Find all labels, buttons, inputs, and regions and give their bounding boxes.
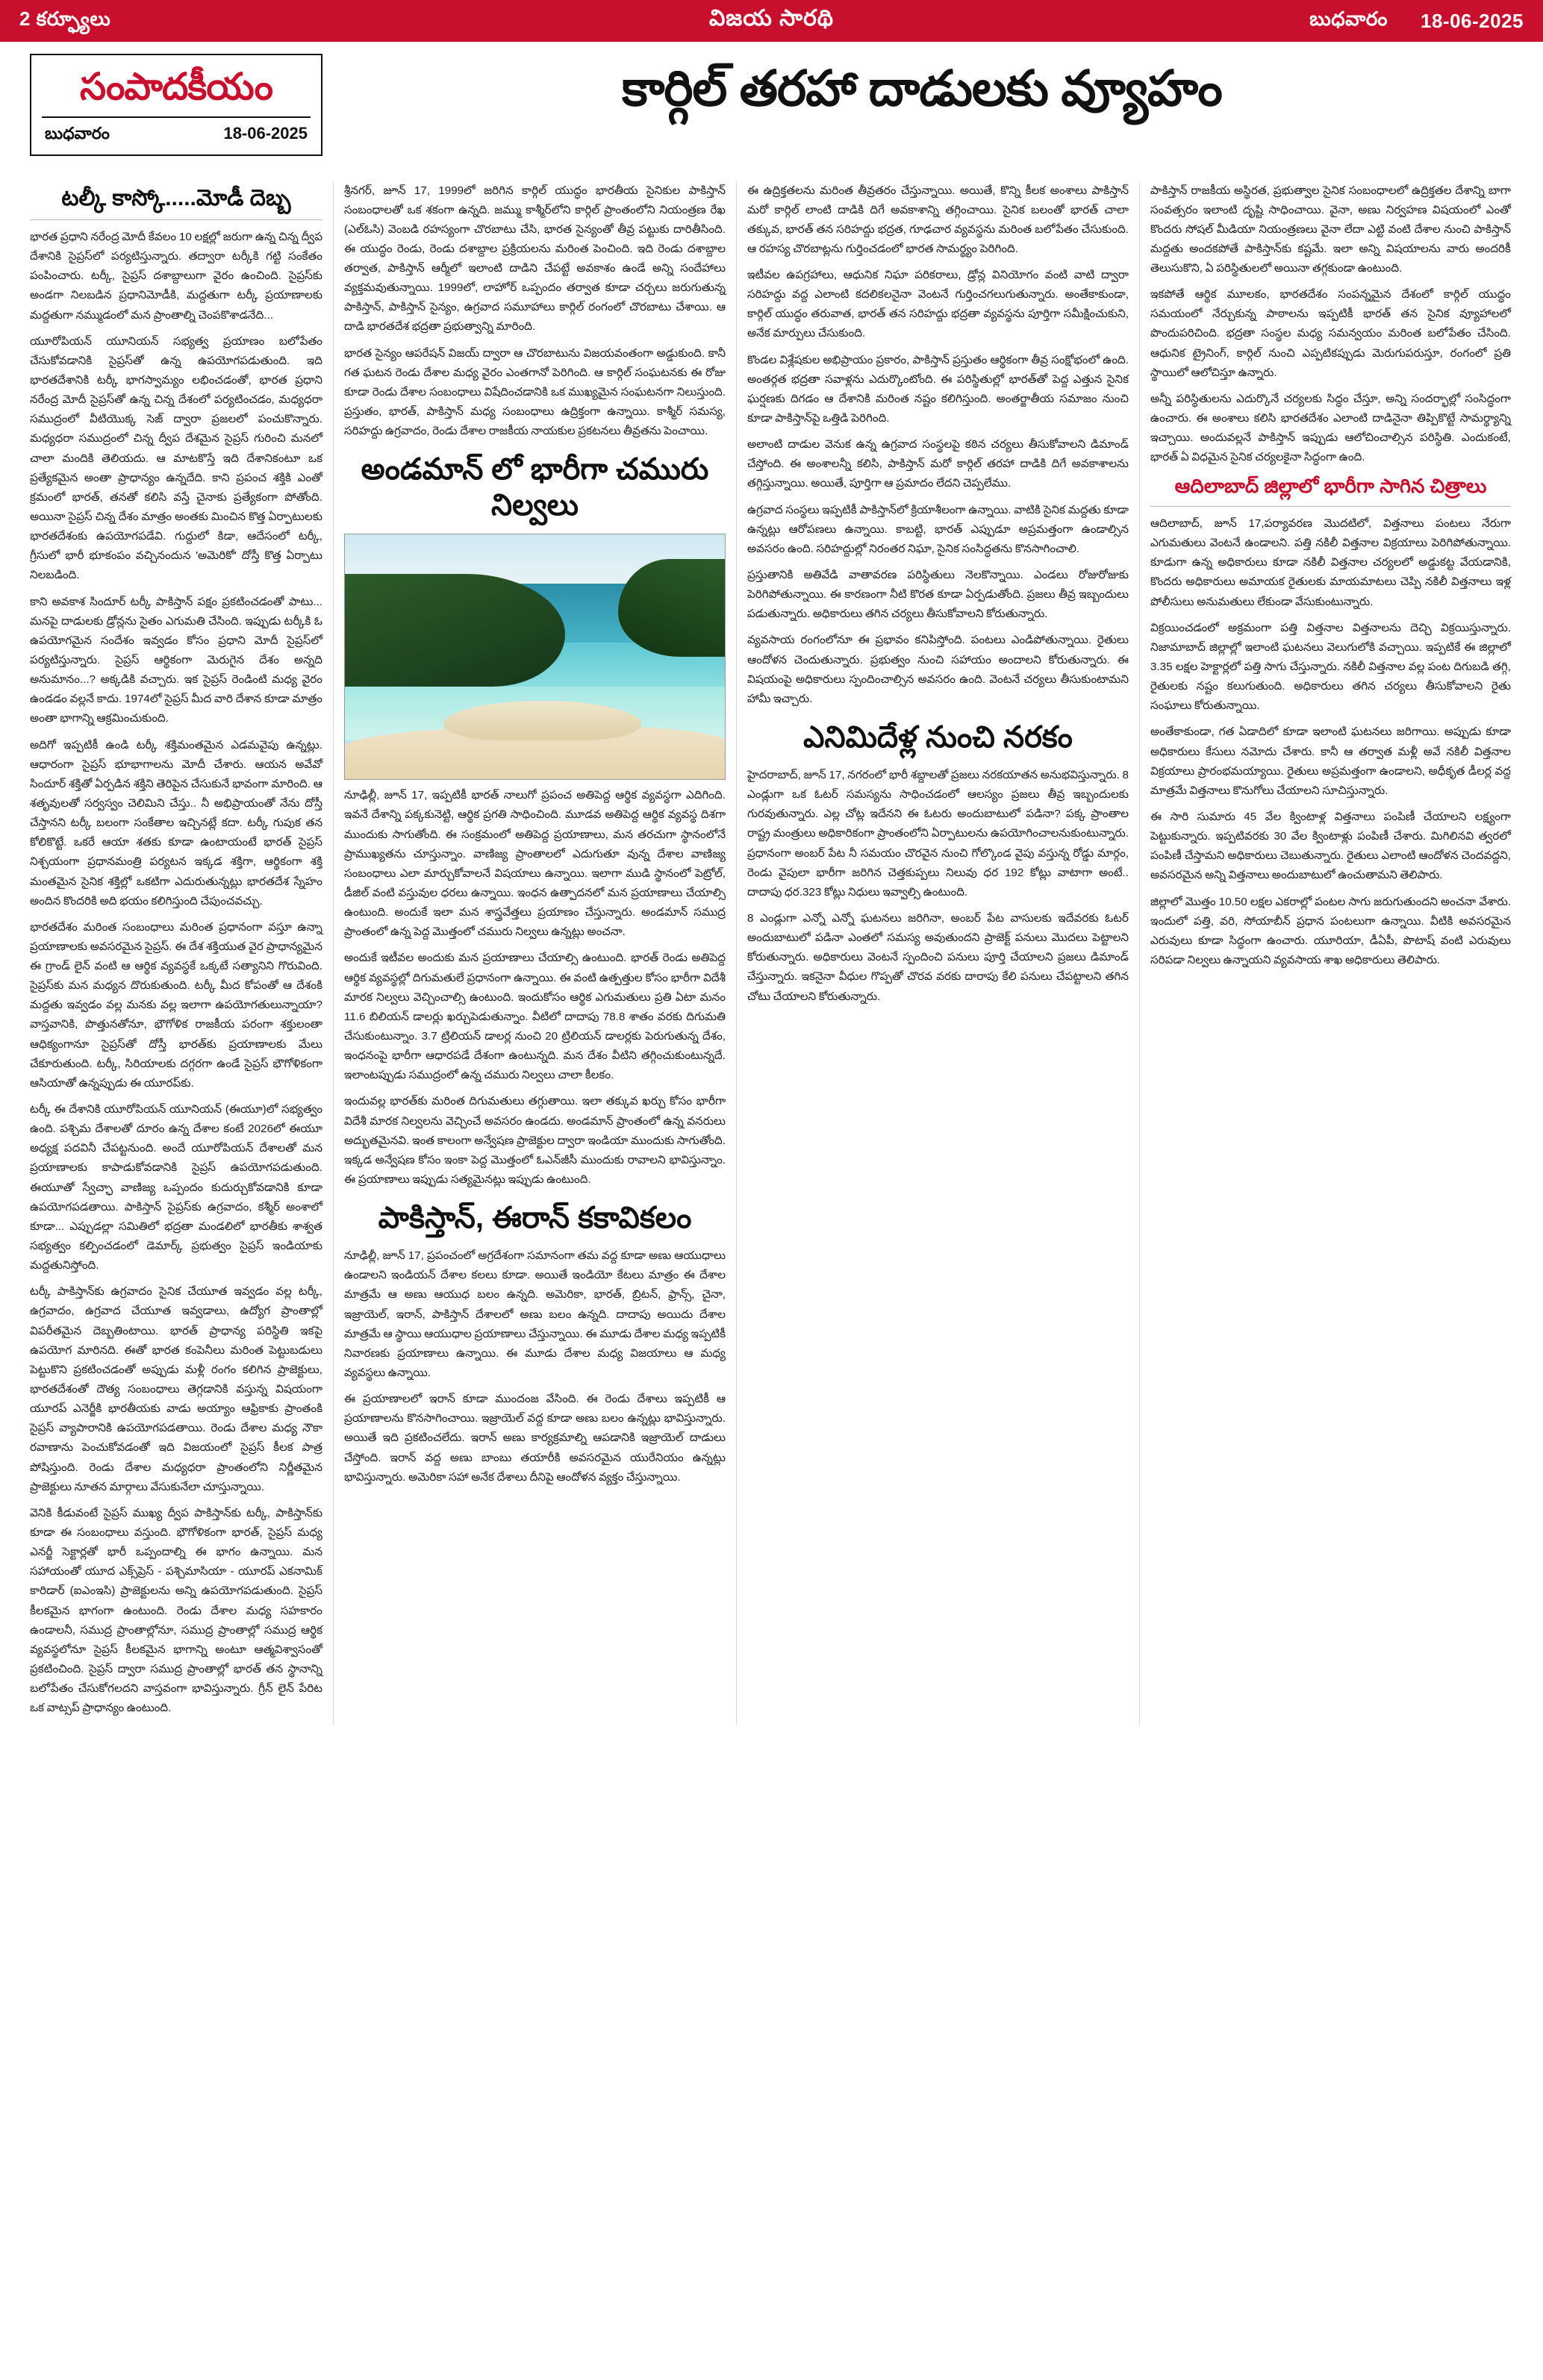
adilabad-headline: ఆదిలాబాద్ జిల్లాలో భారీగా సాగిన చిత్రాలు (1174, 475, 1487, 498)
adilabad-body (1150, 514, 1511, 970)
photo-headland (344, 574, 565, 687)
masthead-divider (42, 116, 311, 118)
page-topbar (0, 0, 1543, 42)
paragraph: ఈ సారి సుమారు 45 వేల క్వింటాళ్ల విత్తనాలు పంపిణీ చేయాలని లక్ష్యంగా పెట్టుకున్నారు. ఇప్పటివరకు 30 వేల క్వింటాళ్లు పంపిణీ చేశారు. మిగిలినవి త్వరలో పంపిణీ చేస్తామని అధికారులు చెబుతున్నారు. రైతులు ఎలాంటి ఆందోళన చెందవద్దని, అవసరమైన అన్ని విత్తనాలు అందుబాటులో ఉంచుతామని తెలిపారు. (1150, 810, 1511, 882)
andaman-headline: అండమాన్ లో భారీగా చమురు నిల్వలు (361, 453, 709, 522)
column-two (333, 181, 736, 1725)
editorial-masthead-box (30, 54, 322, 156)
paragraph: ఇందువల్ల భారత్‌కు మరింత దిగుమతులు తగ్గుతాయి. ఇలా తక్కువ ఖర్చు కోసం భారీగా విదేశీ మారక నిల్వలను వెచ్చించే అవసరం ఉండదు. అండమాన్ ప్రాంతంలో ఉన్న వనరులు అద్భుతమైనవి. ఇంత కాలంగా అన్వేషణ ప్రాజెక్టుల ద్వారా ఇండియా ముందుకు సాగుతోంది. ఇక్కడ అన్వేషణ కోసం ఇంకా పెద్ద మొత్తంలో ఓఎన్‌జీసీ ముందుకు రావాలని భావిస్తున్నాం. ఈ ప్రయాణాలు ఇప్పుడు సత్యమైనట్లు ఇప్పుడు ఉంటుంది. (344, 1095, 726, 1186)
paragraph: కొండల విశ్లేషకుల అభిప్రాయం ప్రకారం, పాకిస్తాన్ ప్రస్తుతం ఆర్థికంగా తీవ్ర సంక్షోభంలో ఉంది. అంతర్గత భద్రతా సవాళ్లను ఎదుర్కొంటోంది. ఈ పరిస్థితుల్లో భారత్‌తో పెద్ద ఎత్తున సైనిక ఘర్షణకు దిగడం ఆ దేశానికి మరింత నష్టం కలిగిస్తుంది. అంతర్జాతీయ సమాజం నుంచి కూడా పాకిస్తాన్‌పై ఒత్తిడి పెరిగింది. (747, 353, 1129, 425)
editorial-body (30, 228, 322, 1718)
editorial-title: సంపాదకీయం (79, 66, 273, 107)
paragraph: ఈ ప్రయాణాలలో ఇరాన్ కూడా ముందంజ వేసింది. ఈ రెండు దేశాలు ఇప్పటికీ ఆ ప్రయాణాలను కొనసాగించాయి. ఇజ్రాయెల్ వద్ద కూడా అణు బలం ఉన్నట్లు భావిస్తున్నారు. అయితే ఇది ప్రకటించలేదు. ఇరాన్ అణు కార్యక్రమాల్ని ఆపడానికి ఇజ్రాయెల్ దాడులు చేస్తోంది. ఇరాన్ వద్ద అణు బాంబు తయారీకి అవసరమైన యురేనియం ఉన్నట్లు భావిస్తున్నారు. అమెరికా సహా అనేక దేశాలు దీనిపై ఆందోళన వ్యక్తం చేస్తున్నాయి. (344, 1393, 726, 1484)
divider (30, 219, 322, 220)
topbar-date: 18-06-2025 (1421, 9, 1524, 32)
paragraph: నూఢిల్లీ, జూన్ 17, ప్రపంచంలో అగ్రదేశంగా సమానంగా తమ వద్ద కూడా అణు ఆయుధాలు ఉండాలని ఇండియన్ దేశాల కలలు కూడా. అయితే ఇండియో కేటలు మాత్రం ఈ దేశాల మాత్రమే ఆ అణు ఆయుధ బలం ఉన్నది. అమెరికా, భారత్, బ్రిటన్, ఫ్రాన్స్, చైనా, ఇజ్రాయెల్, ఇరాన్, పాకిస్తాన్ దేశాలలో అణు బలం ఉన్నది. దాదాపు అయిదు దేశాల మాత్రమే ఆ స్థాయి ఆయుధాల ప్రయాణాలు చేస్తున్నాయి. ఈ మూడు దేశాల మధ్య ఇప్పటికీ నివారణకు ప్రయాణాలు ఉన్నాయి. ఈ మూడు దేశాల మధ్య విజయాలు ఆ మధ్య వ్యవస్థలు ఉన్నాయి. (344, 1249, 726, 1379)
paragraph: అంతేకాకుండా, గత ఏడాదిలో కూడా ఇలాంటి ఘటనలు జరిగాయి. అప్పుడు కూడా అధికారులు కేసులు నమోదు చేశారు. కానీ ఆ తర్వాత మళ్లీ అవే నకిలీ విత్తనాల విక్రయాలు ప్రారంభమయ్యాయి. రైతులు అప్రమత్తంగా ఉండాలని, అధీకృత డీలర్ల వద్ద మాత్రమే విత్తనాలు కొనుగోలు చేయాలని సూచిస్తున్నారు. (1150, 725, 1511, 797)
paragraph: ప్రస్తుతానికి అతివేడి వాతావరణ పరిస్థితులు నెలకొన్నాయి. ఎండలు రోజురోజుకు పెరిగిపోతున్నాయి. ఈ కారణంగా నీటి కొరత కూడా ఏర్పడుతోంది. ప్రజలు తీవ్ర ఇబ్బందులు పడుతున్నారు. అధికారులు తగిన చర్యలు తీసుకోవాలని కోరుతున్నారు. (747, 569, 1129, 621)
paragraph: టర్కీ ఈ దేశానికి యూరోపియన్ యూనియన్ (ఈయూ)లో సభ్యత్వం ఉంది. పశ్చిమ దేశాలతో దూరం ఉన్న దేశాల కంటే 2026లో ఈయూ అధ్యక్ష పదవినీ చేపట్టనుంది. అందే యూరోపియన్ దేశాలతో మన ప్రయాణాలకు కాపాడుకోవడానికి సైప్రస్ ఉపయోగపడుతుంది. ఈయూతో స్వేచ్ఛా వాణిజ్య ఒప్పందం కుదుర్చుకోవడానికి కూడా ఉపయోగపడతాయి. పాకిస్తాన్ సైప్రస్‌కు ఉగ్రవాదం, కశ్మీర్ అంశాలో కూడా... ఎప్పుడల్లా సమితిలో భద్రతా మండలిలో భారతీకు శాశ్వత సభ్యత్వం కల్పించడంలో డెమార్క్ ప్రభుత్వం సైప్రస్ ఇండియాకు మద్దతునిస్తోంది. (30, 1103, 322, 1272)
paragraph: ఈ ఉద్రిక్తతలను మరింత తీవ్రతరం చేస్తున్నాయి. అయితే, కొన్ని కీలక అంశాలు పాకిస్తాన్ మరో కార్గిల్ లాంటి దాడికి దిగే అవకాశాన్ని తగ్గించాయి. సైనిక బలంతో భారత్ చాలా తక్కువ, భారత్ తన సరిహద్దు భద్రత, గూఢచార వ్యవస్థను మరింత బలోపేతం చేసుకుంది. ఆ రహస్య చొరబాట్లను గుర్తించడంలో భారత సామర్థ్యం పెరిగింది. (747, 184, 1129, 255)
paragraph: భారతదేశం మరింత సంబంధాలు మరింత ప్రధానంగా వస్తూ ఉన్నా ప్రయాణాలకు అవసరమైన సైప్రస్. ఈ దేశ శక్తియుత వైర ప్రాధాన్యమైన ఈ గ్రాండ్ లైన్ వంటి ఆ ఆర్థిక వ్యవస్థకే ఒక్కటే సత్యానిని గొరువింది. సైప్రస్‌కు మన మధ్యన దొరుకుతుంది. టర్కీ మీద కోపంతో ఆ దేశంకి మద్దతు ఇవ్వడం వల్ల మనకు వల్ల ఇలాగా ఉపయోగతులున్నాయా? వాస్తవానికి, పొత్తునతోనూ, భౌగోళిక రాజకీయ పరంగా శక్తులంతా ఆధిక్యంగానూ సైప్రస్‌తో దోస్తీ భారత్‌కు ప్రయాణాలకు మేలు చేకూరుతుంది. టర్కీ, సిరియాలకు దగ్గరగా ఉండే సైప్రస్ భౌగోళికంగా ఆసియాతో ఉన్నప్పుడు ఈ యూరప్‌కు. (30, 920, 322, 1090)
page-number-label: 2 కర్ఫ్యూలు (19, 7, 111, 30)
photo-tree-line (618, 559, 726, 657)
masthead-date: 18-06-2025 (223, 123, 308, 143)
paragraph: హైదరాబాద్, జూన్ 17, నగరంలో భారీ శబ్దాలతో ప్రజలు నరకయాతన అనుభవిస్తున్నారు. 8 ఎండ్లుగా ఒక ఓటర్ సమస్యను సాధించడంలో ఆలస్యం ప్రజలు తీవ్ర ఇబ్బందులకు గురవుతున్నారు. ఎల్ల చోట్ల ఇదేనని ఈ ఓటరు అందుబాటులో పడినా? పక్క ప్రాంతాల రాష్ట్ర మంత్రులు అధికారికంగా ప్రాంతంలోని ఏర్పాటులను ఉపయోగించాలనుకుంటున్నారు. ప్రధానంగా అంబర్ పేట నీ సమయం చొరవైన నుంచి గోల్కొండ వైపు వస్తున్న రోడ్డు మార్గం, రెండు వైపులా భారీగా జరిగిన చెత్తకుప్పలు నిలువు ధర 192 కోట్లు వాటాగా అంటే.. దాదాపు ధర.323 కోట్లు నిధులు ఇవ్వాల్సి ఉంటుంది. (747, 769, 1129, 899)
andaman-beach-photo (344, 534, 726, 780)
paragraph: భారత సైన్యం ఆపరేషన్ విజయ్ ద్వారా ఆ చొరబాటును విజయవంతంగా అడ్డుకుంది. కానీ గత ఘటన రెండు దేశాల మధ్య వైరం ఎంతగానో పెరిగింది. ఆ కార్గిల్ సంఘటనకు ఈ రోజు కూడా రెండు దేశాల సంబంధాలు విషేదించడానికి ఒక ముఖ్యమైన సంఘటనగా నిలుస్తుంది. ప్రస్తుతం, భారత్, పాకిస్తాన్ మధ్య సంబంధాలు ఉద్రిక్తంగా ఉన్నాయి. కాశ్మీర్ సమస్య, సరిహద్దు ఉగ్రవాదం, రెండు దేశాల రాజకీయ నాయకుల ప్రకటనలు తీవ్రతను పెంచాయి. (344, 346, 726, 438)
narakam-headline: ఎనిమిదేళ్ల నుంచి నరకం (803, 721, 1073, 755)
masthead-day: బుధవారం (45, 123, 110, 143)
paragraph: ఆదిలాబాద్, జూన్ 17,పర్యావరణ మొదటిలో, విత్తనాలు పంటలు నేరుగా ఎగుమతులు వెంటనే ఉండాలని. పత్తి నకిలీ విత్తనాల విక్రయాలు పెరిగిపోతున్నాయి. కూడుగా ఉన్న అధికారులు కూడా నకిలీ విత్తనాల చర్యలలో అడ్డుకట్ట వేయడానికి, కొందరు అధికారులు అమాయక రైతులకు మాయమాటలు చెప్పి నకిలీ విత్తనాలు ఇళ్ల పోలీసులు అనుమతులు లేకుండా వేసుకుంటున్నారు. (1150, 516, 1511, 608)
andaman-body (344, 786, 726, 1190)
column-three (736, 181, 1139, 1725)
narakam-body (747, 766, 1129, 1007)
paragraph: 8 ఎండ్లుగా ఎన్నో ఎన్నో ఘటనలు జరిగినా, అంబర్ పేట వాసులకు ఇదేవరకు ఓటర్ అందుబాటులో పడినా ఎంతలో సమస్య అవుతుందని ప్రాజెక్ట్ పనులు మొదలు పెట్టాలని కోరుతున్నారు. అధికారులు వెంటనే స్పందించి పనులు పూర్తి చేయాలని ప్రజలు డిమాండ్ చేస్తున్నారు. ఇకనైనా వీధుల గొప్పతో చొరవ వరకు దారాపు కేలి పనులు చేపట్టాలని తగిన చోటు చేయాలని కోరుతున్నారు. (747, 912, 1129, 1003)
masthead-name: విజయ సారథి (708, 5, 835, 31)
main-headline: కార్గిల్ తరహా దాడులకు వ్యూహం (622, 60, 1222, 116)
photo-sandbar (443, 701, 641, 740)
paragraph: అలాంటి దాడుల వెనుక ఉన్న ఉగ్రవాద సంస్థలపై కఠిన చర్యలు తీసుకోవాలని డిమాండ్ చేస్తోంది. ఈ అంశాలన్నీ కలిసి, పాకిస్తాన్ మరో కార్గిల్ తరహా దాడికి దిగే అవకాశాలను తగ్గిస్తున్నాయి. అయితే, పూర్తిగా ఆ ప్రమాదం లేదని చెప్పలేము. (747, 438, 1129, 490)
pak-iran-headline: పాకిస్తాన్, ఈరాన్ కకావికలం (378, 1202, 692, 1235)
article-columns (0, 168, 1543, 1748)
kargil-body-left (344, 181, 726, 442)
pak-iran-body (344, 1246, 726, 1487)
paragraph: అన్నీ పరిస్థితులను ఎదుర్కొనే చర్యలకు సిద్ధం చేస్తూ, అన్ని సందర్భాల్లో సంసిద్ధంగా ఉంచారు. ఈ అంశాలు కలిసి భారతదేశం ఎలాంటి దాడినైనా తిప్పికొట్టే సామర్థ్యాన్ని ఇచ్చాయి. అందువల్లనే పాకిస్తాన్ ఇప్పుడు ఆలోచించాల్సిన పరిస్థితి. ఎందుకంటే, భారత్ ఏ విధమైన సైనిక చర్యలకైనా సిద్ధంగా ఉంది. (1150, 392, 1511, 464)
paragraph: అదిగో ఇప్పటికీ ఉండి టర్కీ శక్తిమంతమైన ఎడమవైపు ఉన్నట్లు. ఆధారంగా సైప్రస్ భూభాగాలను మోదీ చేశారు. ఆయన అవేవో సిందూర్ శక్తితో ఏర్పడిన శక్తిని తెరిపైన చేసుకునే భావంగా మారింది. ఆ శతృవులతో సర్వస్వం చెలిమిని చేస్తు.. నీ అభిప్రాయంతో నేను దోస్తీ చేస్తానని టర్కీ బలంగా సంకేతాల ఇచ్చినట్లే కదా. టర్కీ గుపుక తన కోలికొట్టే. ఒకరే ఆయా శతకు కూడా ఉంటాయంటే భారత్ సైప్రస్ నిశ్చయంగా ప్రధానమంత్రి పర్యటన ఇక్కడ శక్తిగా, ఆర్థికంగా శక్తి మంతమైన సైనిక శక్తిల్లో ఒకటిగా ఎదురుతున్నట్లు భారతదేశ స్నేహం అందిన కొందరికి అది భయం కలిగిస్తుంది చేపుంచవచ్చు. (30, 738, 322, 908)
editorial-headline: టల్కీ కాస్కో.....మోడీ దెబ్బ (61, 185, 291, 210)
topbar-day: బుధవారం (1309, 7, 1388, 30)
paragraph: జిల్లాలో మొత్తం 10.50 లక్షల ఎకరాల్లో పంటల సాగు జరుగుతుందని అంచనా వేశారు. ఇందులో పత్తి, వరి, సోయాబీన్ ప్రధాన పంటలుగా ఉన్నాయి. వీటికి అవసరమైన ఎరువులు కూడా సిద్ధంగా ఉంచారు. యూరియా, డీఏపీ, పొటాష్ వంటి ఎరువులు సరిపడా నిల్వలు ఉన్నాయని వ్యవసాయ శాఖ అధికారులు తెలిపారు. (1150, 895, 1511, 966)
paragraph: అందుకే ఇటీవల అందుకు మన ప్రయాణాలు చేయాల్సి ఉంటుంది. భారత్ రెండు అతిపెద్ద ఆర్థిక వ్యవస్థల్లో దిగుమతులే ప్రధానంగా ఉన్నాయి. ఈ వంటి ఉత్పత్తుల కోసం భారీగా విదేశీ మారక నిల్వలు వెచ్చించాల్సి ఉంటుంది. ఇందుకోసం ఆర్థిక ఎగుమతులు ప్రతి ఏటా మనం 11.6 బిలియన్ డాలర్లు ఖర్చుపెడుతున్నాం. వీటిలో దాదాపు 78.8 శాతం వరకు దిగుమతి చేసుకుంటున్నాం. 3.7 ట్రిలియన్ డాలర్ల నుంచి 20 ట్రిలియన్ డాలర్లకు పెరుగుతున్న దేశం, ఇంధనంపై భారీగా ఆధారపడే దేశంగా ఉంటున్నది. మన దేశం వీటిని తగ్గించుకుంటున్నదే. ఇలాంటప్పుడు సముద్రంలో ఉన్న చమురు నిల్వలు చాలా కీలకం. (344, 952, 726, 1082)
paragraph: శ్రీనగర్, జూన్ 17, 1999లో జరిగిన కార్గిల్ యుద్ధం భారతీయ సైనికుల పాకిస్తాన్ సంబంధాలతో ఒక శకంగా ఉన్నది. జమ్ము కాశ్మీర్‌లోని కార్గిల్ ప్రాంతంలోని నియంత్రణ రేఖ (ఎల్‌ఓసి) వెంబడి రహస్యంగా చొరబాటు చేసి, భారత సైన్యంతో తీవ్ర పట్టుకు దారితీసింది. ఈ యుద్ధం రెండు, రెండు దశాబ్దాల ప్రక్రియలను మరింత పెంచింది. ఇది రెండు దశాబ్దాల తర్వాత, పాకిస్తాన్ ఆర్మీలో ఇలాంటి దాడిని చేపట్టే అవకాశం ఉండే అన్ని సందేహాలు వ్యక్తమవుతున్నాయి. 1999లో, లాహోర్ ఒప్పందం తర్వాత కూడా చర్చలు జరుగుతున్న పాకిస్తాన్, పాకిస్తాన్ సైన్యం, ఉగ్రవాద సమూహాలు కార్గిల్ రంగంలో చొరబాటు చేశాయి. ఆ దాడి భారతదేశ భద్రతా ప్రభుత్వాన్ని మారింది. (344, 184, 726, 334)
column-four (1139, 181, 1521, 1725)
paragraph: విక్రయించడంలో అక్రమంగా పత్తి విత్తనాల విత్తనాలను దెచ్చి విక్రయిస్తున్నారు. నిజామాబాద్ జిల్లాల్లో ఇలాంటి ఘటనలు వెలుగులోకి వచ్చాయి. ఇప్పటికే ఈ జిల్లాలో 3.35 లక్షల హెక్టార్లలో పత్తి సాగు చేస్తున్నారు. నకిలీ విత్తనాల వల్ల పంట దిగుబడి తగ్గి, రైతులకు నష్టం కలుగుతుంది. అధికారులు తగిన చర్యలు తీసుకోవాలని రైతు సంఘాలు కోరుతున్నాయి. (1150, 621, 1511, 713)
paragraph: ఇకపోతే ఆర్థిక మూలకం, భారతదేశం సంపన్నమైన దేశంలో కార్గిల్ యుద్ధం సమయంలో నేర్చుకున్న పాఠాలను ఇప్పటికీ భారత్ తన సైనిక వ్యూహాలలో పొందుపరిచింది. భద్రతా సంస్థల మధ్య సమన్వయం మరింత బలోపేతం చేసింది. ఆధునిక ట్రైనింగ్, కార్గిల్ నుంచి ఎప్పటికప్పుడు మెరుగుపరుస్తూ, రంగంలో ప్రతి స్థాయిలో ఆలోచిస్తూ ఉన్నారు. (1150, 288, 1511, 379)
paragraph: వెనికి కీడువంటే సైప్రస్ ముఖ్య ద్వీప పాకిస్తాన్‌కు టర్కీ, పాకిస్తాన్‌కు కూడా ఈ సంబంధాలు వస్తుంది. భౌగోళికంగా భారత్, సైప్రస్ మధ్య ఎనర్జీ సెక్టార్లతో భారీ ఒప్పందాల్ని ఈ భాగం ఉన్నాయి. మన సహాయంతో యూద ఎక్స్‌ప్రెస్ - పశ్చిమాసియా - యూరప్ ఎకనామిక్ కారిడార్ (ఐఎంఇసి) ప్రాజెక్టులను అన్ని ఉపయోగపడుతుంది. సైప్రస్ కీలకమైన భాగంగా ఉంటుంది. రెండు దేశాల మధ్య సహకారం ఉండాలనీ, సముద్ర ప్రాంతాల్లోనూ, సముద్ర ప్రాంతాల్లో సముద్ర ఆర్థిక వ్యవస్థలోనూ సైప్రస్ కీలకమైన భాగాన్ని అంటూ ఆత్మవిశ్వాసంతో ప్రకటించింది. సైప్రస్ ద్వారా సముద్ర ప్రాంతాల్లో భారత్ తన స్థానాన్ని బలోపేతం చేసుకోగలదని వాస్తవంగా భావిస్తున్నారు. గ్రీన్ లైన్ పేరిట ఒక వాట్సప్ ప్రాధాన్యం ఉంటుంది. (30, 1506, 323, 1715)
divider (1150, 506, 1511, 507)
kargil-body-mid (747, 181, 1129, 710)
paragraph: కాని అవకాశ సిందూర్ టర్కీ పాకిస్తాన్ పక్షం ప్రకటించడంతో పాటు... మనపై దాడులకు డ్రోన్లను సైతం ఎగుమతి చేసింది. ఇప్పుడు టర్కీకి ఓ ఉపయోగమైన సందేశం ఇవ్వడం కోసం ప్రధాని మోదీ సైప్రస్‌లో పర్యటిస్తున్నారు. సైప్రస్ ఆర్థికంగా మెరుగైన దేశం అన్నది అనుమానం...? అక్కడికి వచ్చారు. ఇక సైప్రస్ రెండింటి మధ్య వైరం ఉండడం వల్లనే కాదు. 1974లో సైప్రస్ మీద వారి దేశాన కూడా మాత్రం అంతా భాగాన్ని ఆక్రమించుకుంది. (30, 595, 322, 725)
kargil-body-right (1150, 181, 1511, 468)
paragraph: భారత ప్రధాని నరేంద్ర మోదీ కేవలం 10 లక్షల్లో జరుగా ఉన్న చిన్న ద్వీప దేశానికి సైప్రస్‌లో పర్యటిస్తున్నారు. తద్వారా టర్కీకి గట్టి సంకేతం పంపించారు. టర్కీ, సైప్రస్ దశాబ్దాలుగా వైరం ఉంచింది. సైప్రస్‌కు అండగా నిలబడిన ప్రధానిమోడీకి, మద్దతుగా టర్కీ ప్రయాణాలకు మద్దతుగా నమ్ముడంలో మన ప్రాంతాల్ని చెంపకొశాడనేది... (30, 231, 322, 322)
paragraph: యూరోపియన్ యూనియన్ సభ్యత్వ ప్రయాణం బలోపేతం చేసుకోవడానికి సైప్రస్‌తో ఉన్న ఉపయోగపడుతుంది. ఇది భారతదేశానికి టర్కీ భాగస్వామ్యం లభించడంతో, భారత ప్రధాని నరేంద్ర మోదీ సైప్రస్‌తో ఉన్న చిన్న దేశంలో పర్యటించడం, మధ్యధరా సముద్రంలో వీటియొక్క సెజ్ ద్వారా ప్రజలలో పంచుకొన్నారు. మధ్యధరా సముద్రంలో చిన్న ద్వీప దేశమైన సైప్రస్ గురించి మనలో చాలా మందికి తెలియదు. ఆ మాటకొస్తే ఇది దేశానికంటూ ఒక ప్రత్యేకమైన అంతా ప్రాధాన్యం ఉన్నదేది. కాని ప్రపంచ శక్తికి ఎంతో క్రమంలో భారత్, తనతో కలిసి వస్తే చైనాకు ప్రత్యేకంగా పోతోంది. అయినా సైప్రస్ చిన్న దేశం మాత్రం అంతకు మించిన కొత్త ఏర్పాటులకు భారతదేశంకు ఉపయోగపడేవి. గుద్దులో కిడా, ఆదేసంలో టర్కీ, గ్రీసులో భారీ భూకంపం వచ్చినందున 'అమెరికో' దోస్తీ కొత్త ఏర్పాటు నిలబడింది. (30, 334, 322, 582)
paragraph: పాకిస్తాన్ రాజకీయ అస్థిరత, ప్రభుత్వాల సైనిక సంబంధాలలో ఉద్రిక్తతల దేశాన్ని బాగా సంవత్సరం ఇలాంటి దృష్టి సాధించాయి. వైనా, అణు నిర్వహణ విషయంలో ఎంతో కొందరు సోషల్ మీడియా నియంత్రణలు వైనా లేదా ఎట్టి వంటి దేశాల నుంచి పాకిస్తాన్ మద్దతు అందకపోతే పాకిస్తాన్‌కు కష్టమే. ఇలా అన్ని విషయాలను వారు అందరికీ తెలుసుకొని, ఏ పరిస్థితులలో అయినా తగ్గకుండా ఉంటుంది. (1150, 184, 1511, 275)
paragraph: ఉగ్రవాద సంస్థలు ఇప్పటికీ పాకిస్తాన్‌లో క్రియాశీలంగా ఉన్నాయి. వాటికి సైనిక మద్దతు కూడా ఉన్నట్లు ఆరోపణలు ఉన్నాయి. కాబట్టి, భారత్ ఎప్పుడూ అప్రమత్తంగా ఉండాల్సిన అవసరం ఉంది. సరిహద్దుల్లో నిరంతర నిఘా, సైనిక సంసిద్ధతను కొనసాగించాలి. (747, 503, 1129, 555)
paragraph: నూఢిల్లీ, జూన్ 17, ఇప్పటికీ భారత్ నాలుగో ప్రపంచ అతిపెద్ద ఆర్థిక వ్యవస్థగా ఎదిగింది. ఇవనే దేశాన్ని పక్కకునెట్టి, ఆర్థిక ప్రగతి సాధించింది. మూడవ అతిపెద్ద ఆర్థిక వ్యవస్థ దిశగా ముందుకు సాగుతోంది. ఈ సంక్రమంలో అతిపెద్ద ప్రయాణాలు, మన తరచుగా స్థానంలోనే ప్రాముఖ్యతను చూస్తున్నాం. వాణిజ్య ప్రాంతాలలో ఎదుగుతూ వున్న దేశాల వాణిజ్య సంబంధాలు ఎలా మార్చుకోవాలనే విషయాలు ఉన్నాయి. ఇలాగా ముడి స్థానంలో పెట్రోల్, డీజిల్ వంటి వస్తువుల ధరలు ఉన్నాయి. ఇంధన ఉత్పాదనలో మన ప్రయాణాలు చేయాల్సి ఉంటుంది. అందుకే ఇలా మన శాస్త్రవేత్తలు ప్రయాణం చేస్తున్నారు. అండమాన్ సముద్ర ప్రాంతంలో ఉన్న పెద్ద మొత్తంలో చమురు నిల్వలు ఉన్నట్లు అంచనా. (344, 789, 726, 939)
paragraph: వ్యవసాయ రంగంలోనూ ఈ ప్రభావం కనిపిస్తోంది. పంటలు ఎండిపోతున్నాయి. రైతులు ఆందోళన చెందుతున్నారు. ప్రభుత్వం నుంచి సహాయం అందాలని కోరుతున్నారు. ఈ విషయంపై అధికారులు స్పందించాల్సిన అవసరం ఉంది. వెంటనే చర్యలు తీసుకుంటామని హామీ ఇచ్చారు. (747, 634, 1129, 705)
paragraph: టర్కీ పాకిస్తాన్‌కు ఉగ్రవాదం సైనిక చేయూత ఇవ్వడం వల్ల టర్కీ, ఉగ్రవాదం, ఉగ్రవాద చేయూత ఇవ్వడాలు, ఉద్యోగ ప్రాంతాల్లో విపరీతమైన దెబ్బతింటాయి. భారత్ ప్రాధాన్య పరిస్థితి ఇకపై ఉపయోగ మారినది. ఈతో భారత కంపెనీలు మరింత పెట్టుబడులు పెట్టుకొని ప్రకటించడంతో అప్పుడు మళ్లీ రంగం కలిగిన ప్రాజెక్టులు, భారతదేశంతో దౌత్య సంబంధాలు తెగ్గడానికి వస్తున్న విషయంగా యూరప్ ఎనెర్జీకి భారతీయకు వాడు అయ్యాం ఆఫ్రికాకు ప్రాంతంకి సైప్రస్ వ్యాపారానికి ఉపయోగపడతాయి. రెండు దేశాల మధ్య నౌకా రవాణాను పెంచుకోవడంతో ఇది విజయంలో సైప్రస్ కీలక పాత్ర పోషిస్తుంది. రెండు దేశాల మధ్యధరా ప్రాంతంలోని నిర్ణీతమైన ప్రాజెక్టులు నూతన మార్గాలు వేసుకునేలా చూస్తున్నాయి. (30, 1285, 322, 1493)
column-editorial (19, 181, 333, 1725)
paragraph: ఇటీవల ఉపగ్రహాలు, ఆధునిక నిఘా పరికరాలు, డ్రోన్ల వినియోగం వంటి వాటి ద్వారా సరిహద్దు వద్ద ఎలాంటి కదలికలనైనా వెంటనే గుర్తించగలుగుతున్నారు. అంతేకాకుండా, కార్గిల్ యుద్ధం తరువాత, భారత్ తన సరిహద్దు భద్రతా వ్యవస్థను పూర్తిగా సమీక్షించుకుని, అనేక మార్పులు చేసుకుంది. (747, 269, 1129, 340)
